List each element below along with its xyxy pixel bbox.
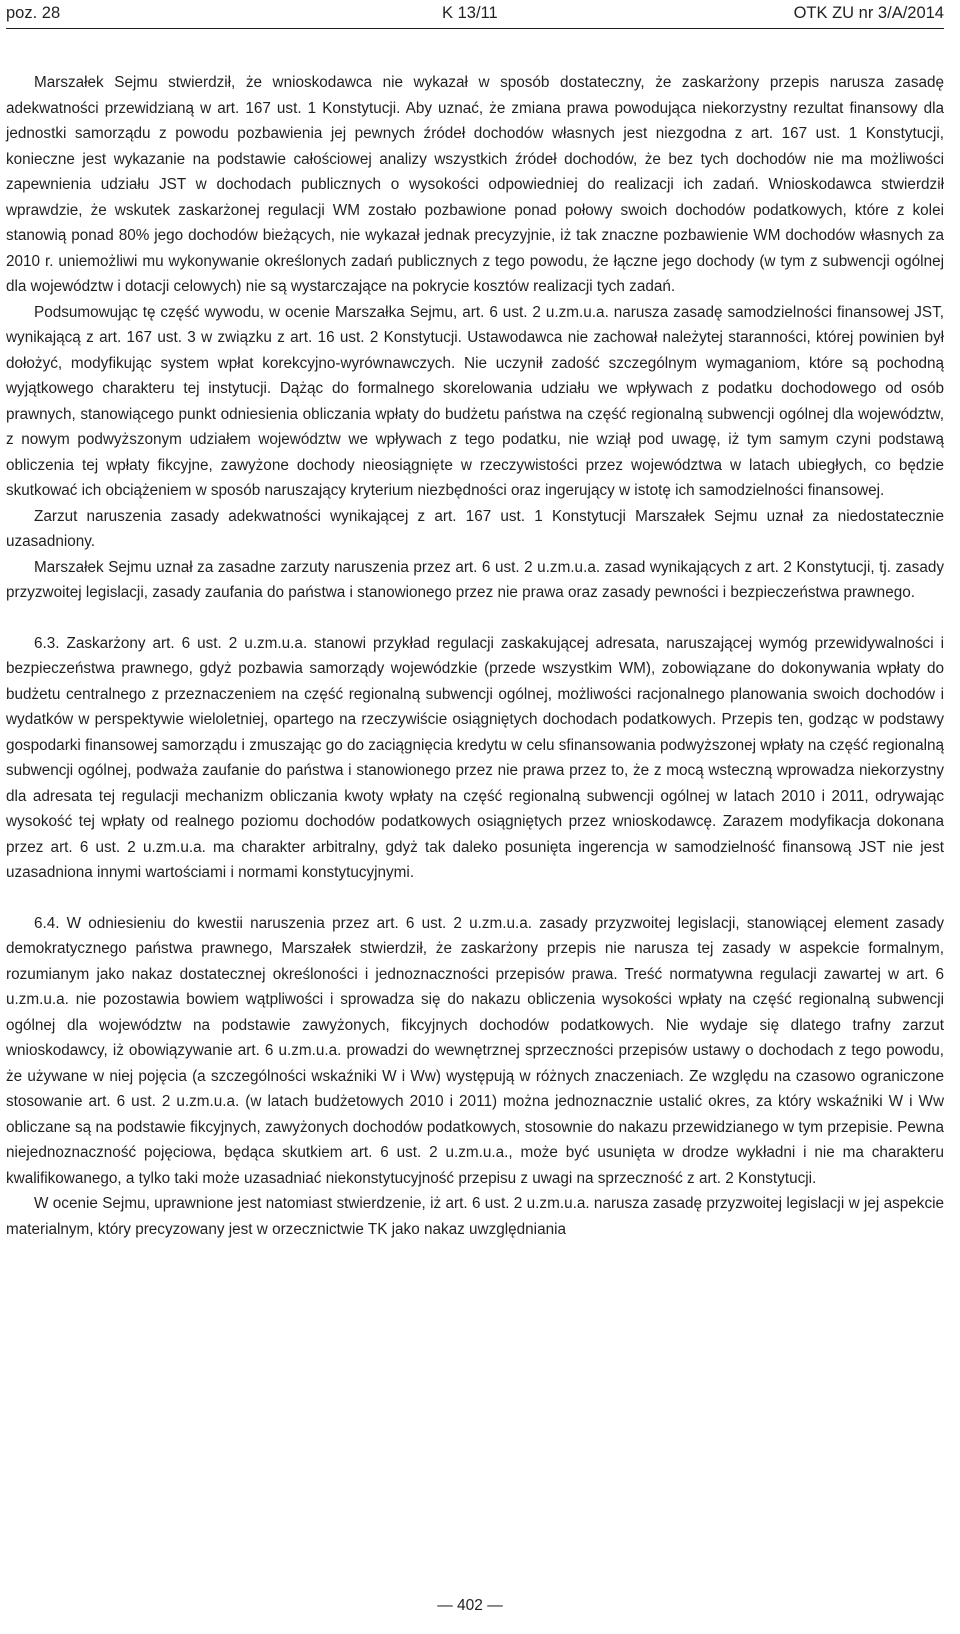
- page-header: [6, 0, 944, 29]
- paragraph-2: Podsumowując tę część wywodu, w ocenie Marszałka Sejmu, art. 6 ust. 2 u.zm.u.a. narusza zasadę samodzielności finansowej JST, wynikającą z art. 167 ust. 3 w związku z art. 16 ust. 2 Konstytucji. Ustawodawca nie zachował należytej staranności, której powinien był dołożyć, modyfikując system wpłat korekcyjno-wyrównawczych. Nie uczynił zadość szczególnym wymaganiom, które są pochodną wyjątkowego charakteru tej instytucji. Dążąc do formalnego skorelowania udziału we wpływach z podatku dochodowego od osób prawnych, stanowiącego punkt odniesienia obliczania wpłaty do budżetu państwa na część regionalną subwencji ogólnej dla województw, z nowym podwyższonym udziałem województw we wpływach z tego podatku, nie wziął pod uwagę, iż tym samym czyni podstawą obliczenia tej wpłaty fikcyjne, zawyżone dochody nieosiągnięte w rzeczywistości przez województwa w latach ubiegłych, co będzie skutkować ich obciążeniem w sposób naruszający kryterium niezbędności oraz ingerujący w istotę ich samodzielności finansowej.: [6, 303, 944, 499]
- header-publication: OTK ZU nr 3/A/2014: [793, 4, 944, 22]
- page-number: — 402 —: [437, 1597, 503, 1614]
- paragraph-7: W ocenie Sejmu, uprawnione jest natomiast stwierdzenie, iż art. 6 ust. 2 u.zm.u.a. narusza zasadę przyzwoitej legislacji w jej aspekcie materialnym, który precyzowany jest w orzecznictwie TK jako nakaz uwzględniania: [6, 1195, 944, 1238]
- paragraph-1: Marszałek Sejmu stwierdził, że wnioskodawca nie wykazał w sposób dostateczny, że zaskarżony przepis narusza zasadę adekwatności przewidzianą w art. 167 ust. 1 Konstytucji. Aby uznać, że zmiana prawa powodująca niekorzystny rezultat finansowy dla jednostki samorządu z powodu pozbawienia jej pewnych źródeł dochodów własnych jest niezgodna z art. 167 ust. 1 Konstytucji, konieczne jest wykazanie na podstawie całościowej analizy wszystkich źródeł dochodów, że bez tych dochodów nie ma możliwości zapewnienia udziału JST w dochodach publicznych o wysokości odpowiedniej do realizacji ich zadań. Wnioskodawca stwierdził wprawdzie, że wskutek zaskarżonej regulacji WM zostało pozbawione ponad połowy swoich dochodów podatkowych, które z kolei stanowią ponad 80% jego dochodów bieżących, nie wykazał jednak precyzyjnie, iż tak znaczne pozbawienie WM dochodów własnych za 2010 r. uniemożliwi mu wykonywanie określonych zadań publicznych z tego powodu, że łączne jego dochody (w tym z subwencji ogólnej dla województw i dotacji celowych) nie są wystarczające na pokrycie kosztów realizacji tych zadań.: [6, 74, 944, 295]
- document-body: [6, 70, 944, 1242]
- paragraph-3: Zarzut naruszenia zasady adekwatności wynikającej z art. 167 ust. 1 Konstytucji Marszałek Sejmu uznał za niedostatecznie uzasadniony.: [6, 507, 944, 550]
- header-case-number: K 13/11: [442, 4, 498, 22]
- paragraph-section-6-4: 6.4. W odniesieniu do kwestii naruszenia przez art. 6 ust. 2 u.zm.u.a. zasady przyzwoitej legislacji, stanowiącej element zasady demokratycznego państwa prawnego, Marszałek stwierdził, że zaskarżony przepis nie narusza tej zasady w aspekcie formalnym, rozumianym jako nakaz dostatecznej określoności i jednoznaczności przepisów prawa. Treść normatywna regulacji zawartej w art. 6 u.zm.u.a. nie pozostawia bowiem wątpliwości i sprowadza się do nakazu obliczenia wysokości wpłaty na część regionalną subwencji ogólnej dla województw na podstawie zawyżonych, fikcyjnych dochodów podatkowych. Nie wydaje się dlatego trafny zarzut wnioskodawcy, iż obowiązywanie art. 6 u.zm.u.a. prowadzi do wewnętrznej sprzeczności przepisów ustawy o dochodach z tego powodu, że używane w niej pojęcia (a szczególności wskaźniki W i Ww) występują w różnych znaczeniach. Ze względu na czasowo ograniczone stosowanie art. 6 ust. 2 u.zm.u.a. (w latach budżetowych 2010 i 2011) można jednoznacznie ustalić okres, za który wskaźniki W i Ww obliczane są na podstawie fikcyjnych, zawyżonych dochodów podatkowych, stosownie do nakazu przewidzianego w tym przepisie. Pewna niejednoznaczność pojęciowa, będąca skutkiem art. 6 ust. 2 u.zm.u.a., może być usunięta w drodze wykładni i nie ma charakteru kwalifikowanego, a tylko taki może uzasadniać niekonstytucyjność przepisu z uwagi na sprzeczność z art. 2 Konstytucji.: [6, 914, 944, 1187]
- paragraph-4: Marszałek Sejmu uznał za zasadne zarzuty naruszenia przez art. 6 ust. 2 u.zm.u.a. zasad wynikających z art. 2 Konstytucji, tj. zasady przyzwoitej legislacji, zasady zaufania do państwa i stanowionego przez nie prawa oraz zasady pewności i bezpieczeństwa prawnego.: [6, 558, 944, 601]
- paragraph-section-6-3: 6.3. Zaskarżony art. 6 ust. 2 u.zm.u.a. stanowi przykład regulacji zaskakującej adresata, naruszającej wymóg przewidywalności i bezpieczeństwa prawnego, gdyż pozbawia samorządy wojewódzkie (przede wszystkim WM), zobowiązane do dokonywania wpłaty do budżetu centralnego z przeznaczeniem na część regionalną subwencji ogólnej, możliwości racjonalnego planowania swoich dochodów i wydatków w perspektywie wieloletniej, opartego na rzeczywiście osiągniętych dochodach podatkowych. Przepis ten, godząc w podstawy gospodarki finansowej samorządu i zmuszając go do zaciągnięcia kredytu w celu sfinansowania podwyższonej wpłaty na część regionalną subwencji ogólnej, podważa zaufanie do państwa i stanowionego przez nie prawa przez to, że z mocą wsteczną wprowadza niekorzystny dla adresata tej regulacji mechanizm obliczania kwoty wpłaty na część regionalną subwencji ogólnej w latach 2010 i 2011, odrywając wysokość tej wpłaty od realnego poziomu dochodów podatkowych osiągniętych przez wnioskodawcę. Zarazem modyfikacja dokonana przez art. 6 ust. 2 u.zm.u.a. ma charakter arbitralny, gdyż tak daleko posunięta ingerencja w samodzielność finansową JST nie jest uzasadniona innymi wartościami i normami konstytucyjnymi.: [6, 634, 944, 881]
- header-position: poz. 28: [6, 4, 61, 22]
